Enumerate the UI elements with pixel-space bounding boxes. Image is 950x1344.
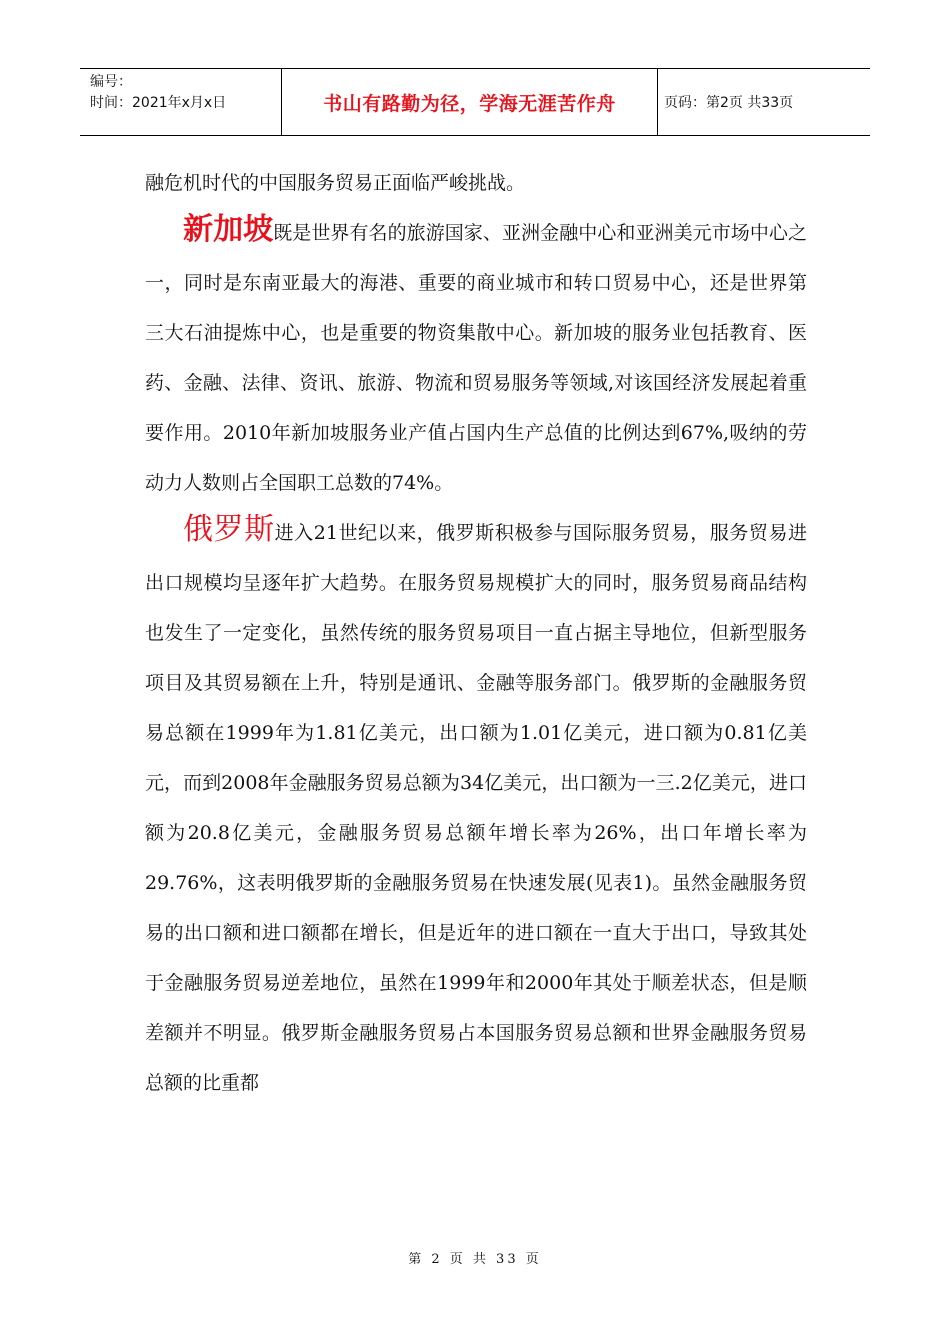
header-page-info: 页码：第2页 共33页 xyxy=(664,95,794,111)
page-footer: 第 2 页 共 33 页 xyxy=(408,1252,542,1267)
intro-paragraph: 融危机时代的中国服务贸易正面临严峻挑战。 xyxy=(145,172,526,194)
date-label: 时间：2021年x月x日 xyxy=(90,95,227,111)
header-motto: 书山有路勤为径，学海无涯苦作舟 xyxy=(282,69,658,135)
russia-keyword: 俄罗斯 xyxy=(183,512,275,547)
header-meta xyxy=(80,69,282,135)
russia-text: 进入21世纪以来，俄罗斯积极参与国际服务贸易，服务贸易进出口规模均呈逐年扩大趋势。在服务贸易规模扩大的同时，服务贸易商品结构也发生了一定变化，虽然传统的服务贸易项目一直占据主导地位，但新型服务项目及其贸易额在上升，特别是通讯、金融等服务部门。俄罗斯的金融服务贸易总额在1999年为1.81亿美元，出口额为1.01亿美元，进口额为0.81亿美元，而到2008年金融服务贸易总额为34亿美元，出口额为一三.2亿美元，进口额为20.8亿美元，金融服务贸易总额年增长率为26%，出口年增长率为29.76%，这表明俄罗斯的金融服务贸易在快速发展(见表1)。虽然金融服务贸易的出口额和进口额都在增长，但是近年的进口额在一直大于出口，导致其处于金融服务贸易逆差地位，虽然在1999年和2000年其处于顺差状态，但是顺差额并不明显。俄罗斯金融服务贸易占本国服务贸易总额和世界金融服务贸易总额的比重都 xyxy=(145,522,807,1094)
page-header xyxy=(80,68,870,136)
singapore-text: 既是世界有名的旅游国家、亚洲金融中心和亚洲美元市场中心之一，同时是东南亚最大的海港、重要的商业城市和转口贸易中心，还是世界第三大石油提炼中心，也是重要的物资集散中心。新加坡的服务业包括教育、医药、金融、法律、资讯、旅游、物流和贸易服务等领域,对该国经济发展起着重要作用。2010年新加坡服务业产值占国内生产总值的比例达到67%,吸纳的劳动力人数则占全国职工总数的74%。 xyxy=(145,222,807,494)
russia-paragraph xyxy=(145,508,807,1108)
serial-label: 编号： xyxy=(90,74,132,90)
singapore-paragraph xyxy=(145,208,807,508)
document-body xyxy=(145,158,807,1108)
singapore-keyword: 新加坡 xyxy=(183,212,274,247)
